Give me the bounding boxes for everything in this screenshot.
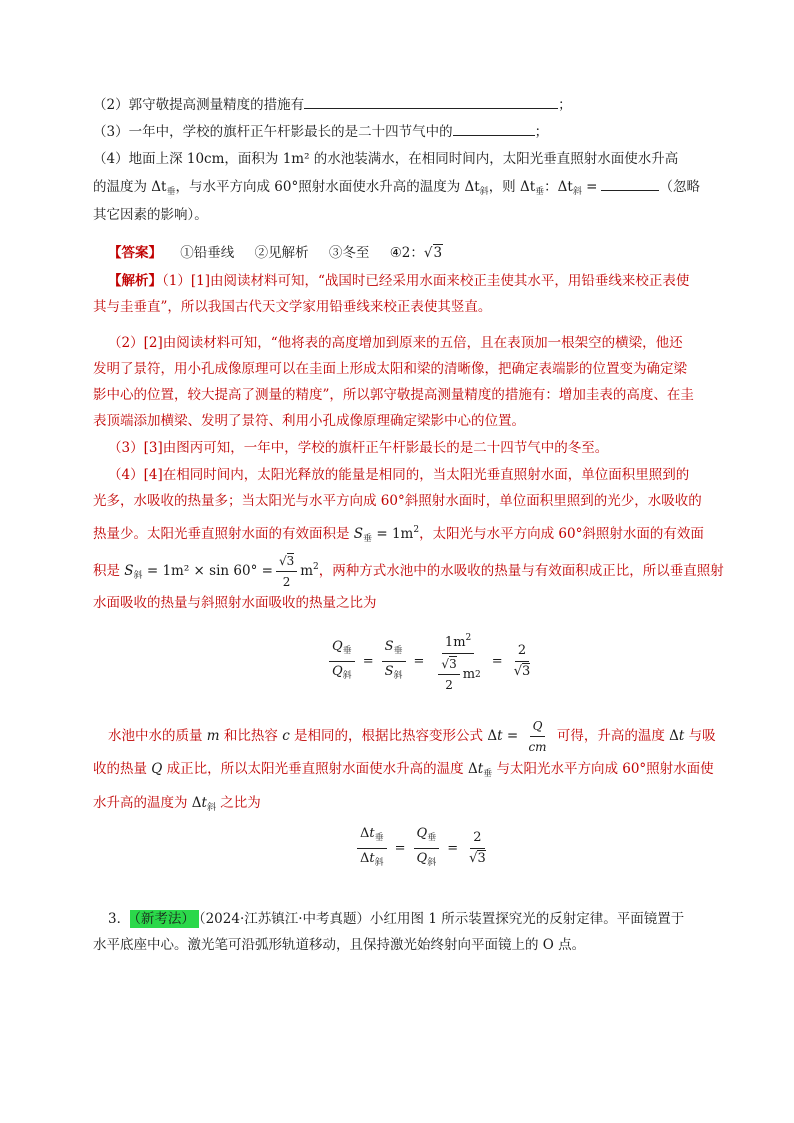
question-4-line1: （4）地面上深 10cm，面积为 1m² 的水池装满水，在相同时间内，太阳光垂直照射水面使水升高 <box>93 151 679 167</box>
formula-s-zhi: $S_垂 = 1m^2$ <box>353 525 420 544</box>
text: 积是 <box>93 563 125 579</box>
delta: Δ <box>191 795 202 811</box>
answer-blank-2[interactable] <box>304 94 558 109</box>
analysis-p2d: 表顶端添加横梁、发明了景符、利用小孔成像原理确定梁影中心的位置。 <box>93 413 525 429</box>
punct: ； <box>534 124 549 140</box>
analysis-p2c: 影中心的位置，较大提高了测量的精度”，所以郭守敬提高测量精度的措施有：增加圭表的高度、在圭 <box>93 387 694 403</box>
analysis-p5b <box>93 756 713 787</box>
fraction <box>382 639 406 684</box>
equation-dt-ratio <box>354 826 492 871</box>
numerator: 2 <box>470 830 484 849</box>
analysis-p2a: （2）[2]由阅读材料可知，“他将表的高度增加到原来的五倍，且在表顶加一根架空的横梁，他还 <box>108 335 683 351</box>
expr: 1m² × sin 60° = <box>162 563 273 579</box>
text: 之比为 <box>216 795 261 811</box>
question-2-text: （2）郭守敬提高测量精度的措施有 <box>93 97 305 113</box>
subscript: 垂 <box>374 833 384 843</box>
radicand: 3 <box>286 554 295 568</box>
var: t <box>497 728 503 744</box>
radicand: 3 <box>433 245 443 261</box>
analysis-p4a: （4）[4]在相同时间内，太阳光释放的能量是相同的，当太阳光垂直照射水面，单位面积里照到的 <box>108 467 690 483</box>
var: S <box>353 526 364 542</box>
numerator: Q <box>530 718 546 737</box>
subscript: 斜 <box>374 858 384 868</box>
answer-line <box>108 240 728 266</box>
equals: = <box>447 841 459 856</box>
delta: Δ <box>487 728 498 744</box>
fraction: $1m^2$ $\frac{√3}{2}$ m 2 <box>432 630 483 693</box>
var: t <box>201 795 207 811</box>
answer-label: 【答案】 <box>108 245 162 261</box>
subscript: 垂 <box>166 187 176 197</box>
new-method-tag: （新考法） <box>130 910 199 928</box>
subscript: 垂 <box>483 769 493 779</box>
analysis-p4e: 水面吸收的热量与斜照射水面吸收的热量之比为 <box>93 595 377 611</box>
text: 收的热量 <box>93 761 152 777</box>
var: S <box>384 664 394 679</box>
analysis-p4c <box>93 517 713 552</box>
equals: = <box>491 654 503 669</box>
var: Q <box>416 826 428 841</box>
val: 1m <box>391 526 414 542</box>
var: t <box>369 826 375 841</box>
numerator: 2 <box>515 643 529 662</box>
var: t <box>477 761 484 777</box>
question-2 <box>93 92 713 118</box>
denominator: cm <box>528 740 547 754</box>
text: ，与水平方向成 60°照射水面使水升高的温度为 Δt <box>175 179 480 195</box>
equals: = <box>362 654 374 669</box>
var: Q <box>151 761 163 777</box>
var: Q <box>332 664 343 679</box>
answer-item: ②见解析 <box>254 245 309 261</box>
analysis-p3: （3）[3]由图丙可知，一年中，学校的旗杆正午杆影最长的是二十四节气中的冬至。 <box>108 440 609 456</box>
analysis-p1b: 其与圭垂直”，所以我国古代天文学家用铅垂线来校正表使其竖直。 <box>93 299 492 315</box>
denominator: 2 <box>282 575 291 589</box>
analysis-p4d <box>93 553 724 590</box>
fraction: $\frac{2}{√3}$ <box>469 830 486 866</box>
text: 可得，升高的温度 <box>552 728 670 744</box>
radicand: 3 <box>521 664 531 679</box>
radicand: 3 <box>449 657 457 671</box>
question-4-line3: 其它因素的影响）。 <box>93 207 208 223</box>
subscript: 垂 <box>427 833 437 843</box>
var: Q <box>416 851 428 866</box>
sqrt-symbol: √3 <box>423 245 443 261</box>
text: （1）[1]由阅读材料可知，“战国时已经采用水面来校正圭使其水平，用铅垂线来校正表使 <box>162 273 690 289</box>
question-number: 3． <box>108 911 131 927</box>
var: S <box>384 639 394 654</box>
text: = <box>581 179 598 195</box>
text: 与太阳光水平方向成 60°照射水面使 <box>492 761 714 777</box>
question-4-line2 <box>93 174 713 205</box>
text: ，则 Δt <box>488 179 536 195</box>
delta: Δ <box>360 851 370 866</box>
delta: Δ <box>669 728 679 744</box>
subscript: 斜 <box>479 187 489 197</box>
answer-blank-3[interactable] <box>453 121 535 136</box>
val: 1m <box>444 635 466 650</box>
var: t <box>678 728 685 744</box>
text: 是相同的，根据比热容变形公式 <box>289 728 488 744</box>
fraction: $\frac{2}{√3}$ <box>513 643 531 679</box>
subscript: 斜 <box>427 858 437 868</box>
analysis-p5c <box>93 790 713 821</box>
subscript: 斜 <box>393 671 403 681</box>
subscript: 斜 <box>572 187 582 197</box>
text: 水升高的温度为 <box>93 795 192 811</box>
analysis-p4b: 光多，水吸收的热量多；当太阳光与水平方向成 60°斜照射水面时，单位面积里照到的光少，水吸收的 <box>93 493 702 509</box>
fraction: $\frac{√3}{2}$ <box>276 553 297 590</box>
subscript: 垂 <box>535 187 545 197</box>
fraction: $\frac{√3}{2}$ <box>438 656 459 693</box>
fraction <box>414 826 440 871</box>
text: （忽略 <box>659 179 700 195</box>
formula-dt: Δt = $\frac{Q}{cm}$ <box>487 728 552 744</box>
subscript: 垂 <box>363 534 373 544</box>
text: ，两种方式水池中的水吸收的热量与有效面积成正比，所以垂直照射 <box>318 563 724 579</box>
question-3-next-line1 <box>108 906 728 932</box>
text: ：Δt <box>544 179 573 195</box>
text: 与吸 <box>684 728 716 744</box>
text: 成正比，所以太阳光垂直照射水面使水升高的温度 <box>162 761 468 777</box>
equals: = <box>394 841 406 856</box>
text: 热量少。太阳光垂直照射水面的有效面积是 <box>93 526 354 542</box>
text: （2024·江苏镇江·中考真题）小红用图 1 所示装置探究光的反射定律。平面镜置于 <box>198 911 685 927</box>
analysis-p5a <box>108 718 728 755</box>
fraction <box>525 718 549 755</box>
question-3-text: （3）一年中，学校的旗杆正午杆影最长的是二十四节气中的 <box>93 124 453 140</box>
text: 和比热容 <box>219 728 283 744</box>
analysis-p2b: 发明了景符，用小孔成像原理可以在圭面上形成太阳和梁的清晰像，把确定表端影的位置变为确定梁 <box>93 361 687 377</box>
delta: Δ <box>360 826 370 841</box>
subscript: 斜 <box>133 571 143 581</box>
analysis-label: 【解析】 <box>108 273 162 289</box>
answer-item: ③冬至 <box>328 245 370 261</box>
answer-item: ④2： <box>389 245 424 261</box>
var: Q <box>332 639 343 654</box>
question-3-next-line2: 水平底座中心。激光笔可沿弧形轨道移动，且保持激光始终射向平面镜上的 O 点。 <box>93 937 586 953</box>
var: S <box>124 563 134 579</box>
punct: ； <box>558 97 572 113</box>
var: m <box>206 728 220 744</box>
equation-q-ratio <box>326 630 536 693</box>
equals: = <box>413 654 425 669</box>
subscript: 斜 <box>342 671 352 681</box>
subscript: 垂 <box>393 646 403 656</box>
radicand: 3 <box>477 851 486 866</box>
var: t <box>369 851 375 866</box>
formula-s-xie: $S_斜 = 1m^2 \times \sin 60^\circ$ = $\frac{√3}{2}$ $m^2$ <box>124 554 319 589</box>
fraction <box>329 639 355 684</box>
denominator: 2 <box>445 678 453 692</box>
text: 的温度为 Δt <box>93 179 167 195</box>
text: 水池中水的质量 <box>108 728 207 744</box>
question-3 <box>93 119 713 145</box>
answer-item: ①铅垂线 <box>180 245 235 261</box>
text: ，太阳光与水平方向成 60°斜照射水面的有效面 <box>419 526 704 542</box>
fraction <box>357 826 387 871</box>
analysis-p1a <box>108 268 728 294</box>
delta: Δ <box>467 761 478 777</box>
subscript: 垂 <box>342 646 352 656</box>
subscript: 斜 <box>206 803 216 813</box>
answer-blank-4[interactable] <box>601 176 659 191</box>
var: c <box>282 728 290 744</box>
